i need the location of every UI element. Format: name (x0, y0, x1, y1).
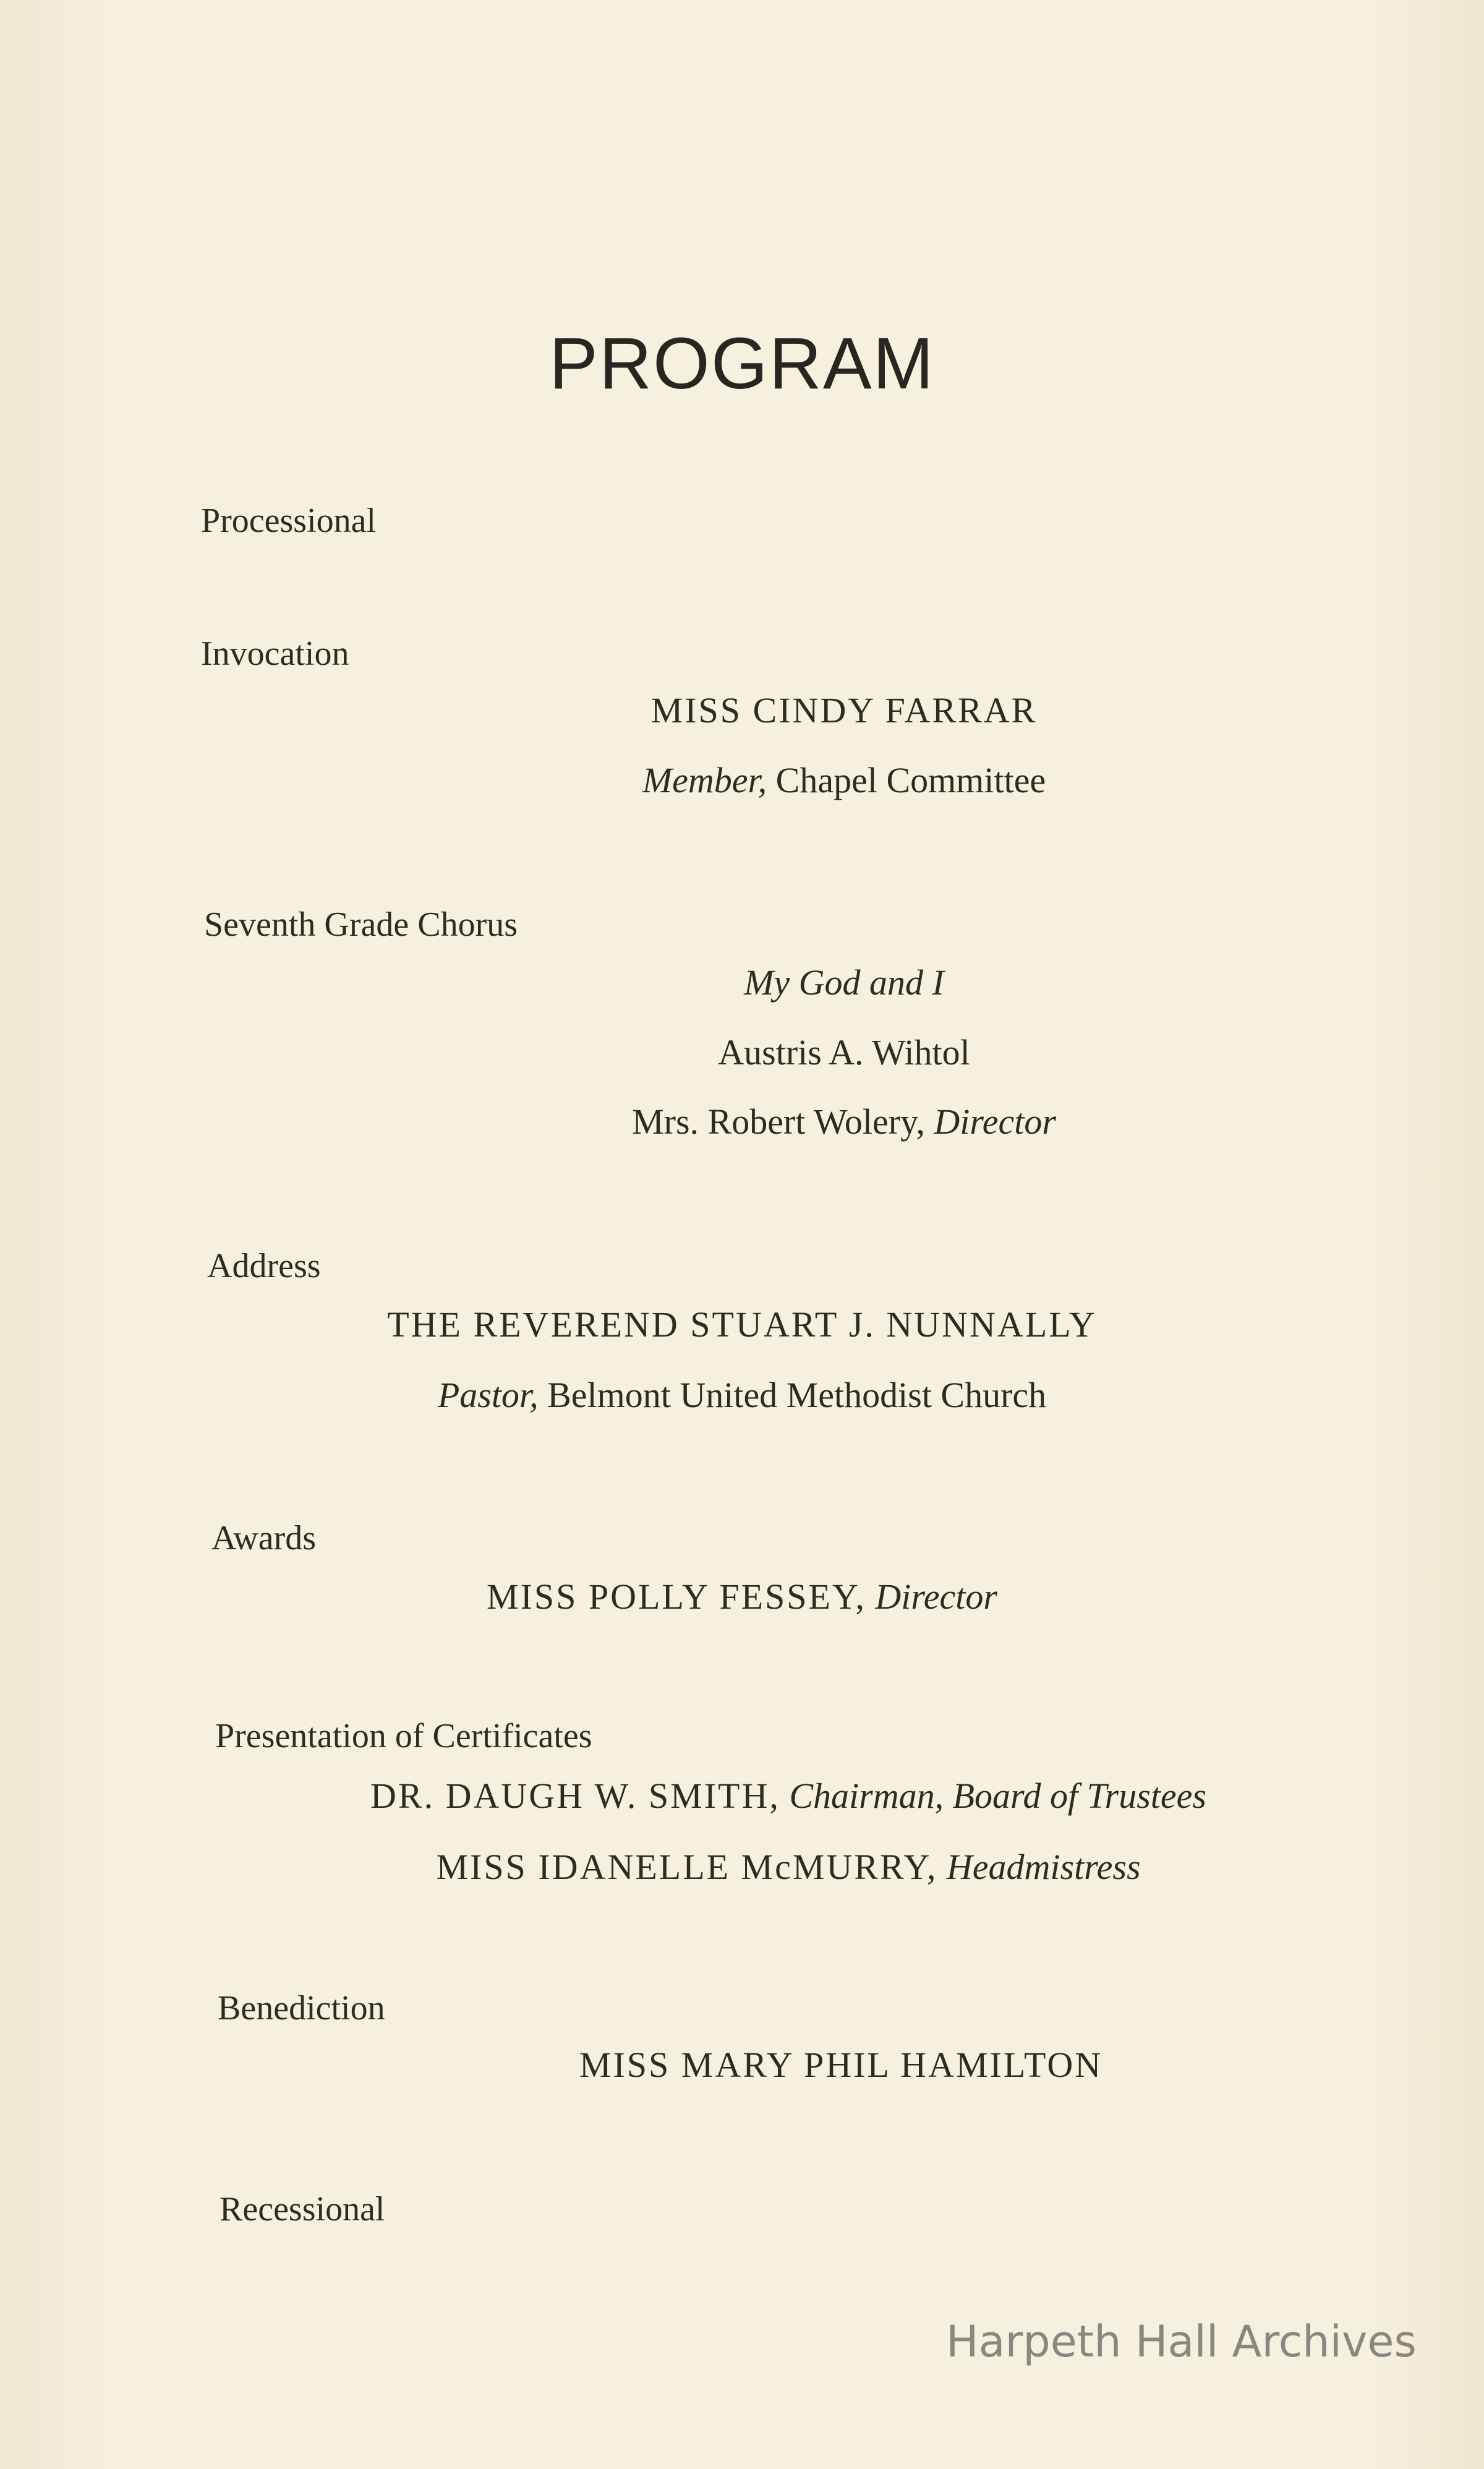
chorus-label: Seventh Grade Chorus (204, 905, 518, 944)
address-role (0, 1374, 1484, 1416)
invocation-role (102, 760, 1484, 801)
chorus-director-name: Mrs. Robert Wolery, (632, 1102, 925, 1142)
address-label: Address (207, 1247, 321, 1285)
address-role-italic: Pastor, (437, 1375, 539, 1415)
cert-name-2: MISS IDANELLE McMURRY, (436, 1847, 938, 1887)
chorus-composer: Austris A. Wihtol (718, 1032, 970, 1072)
chorus-director (102, 1101, 1484, 1142)
benediction-label: Benediction (218, 1989, 385, 2027)
benediction-name: MISS MARY PHIL HAMILTON (579, 2045, 1103, 2085)
invocation-role-text: Chapel Committee (775, 760, 1046, 800)
program-title: PROGRAM (549, 323, 935, 404)
certificates-line-1 (46, 1775, 1484, 1816)
cert-role-1: Chairman, Board of Trustees (789, 1776, 1206, 1816)
address-name: THE REVEREND STUART J. NUNNALLY (387, 1304, 1097, 1345)
invocation-role-italic: Member, (642, 760, 767, 800)
awards-name: MISS POLLY FESSEY, (487, 1577, 866, 1617)
awards-line (0, 1576, 1484, 1617)
awards-role: Director (875, 1577, 997, 1617)
chorus-director-role: Director (934, 1102, 1056, 1142)
chorus-song: My God and I (744, 962, 944, 1003)
recessional-label: Recessional (220, 2190, 385, 2228)
invocation-label: Invocation (201, 635, 349, 673)
certificates-label: Presentation of Certificates (215, 1717, 592, 1755)
awards-label: Awards (211, 1519, 317, 1557)
certificates-line-2 (46, 1846, 1484, 1888)
cert-role-2: Headmistress (946, 1847, 1141, 1887)
cert-name-1: DR. DAUGH W. SMITH, (370, 1776, 780, 1816)
archive-watermark: Harpeth Hall Archives (946, 2316, 1417, 2367)
invocation-name: MISS CINDY FARRAR (650, 690, 1038, 730)
address-role-text: Belmont United Methodist Church (547, 1375, 1047, 1415)
processional-label: Processional (201, 502, 377, 540)
